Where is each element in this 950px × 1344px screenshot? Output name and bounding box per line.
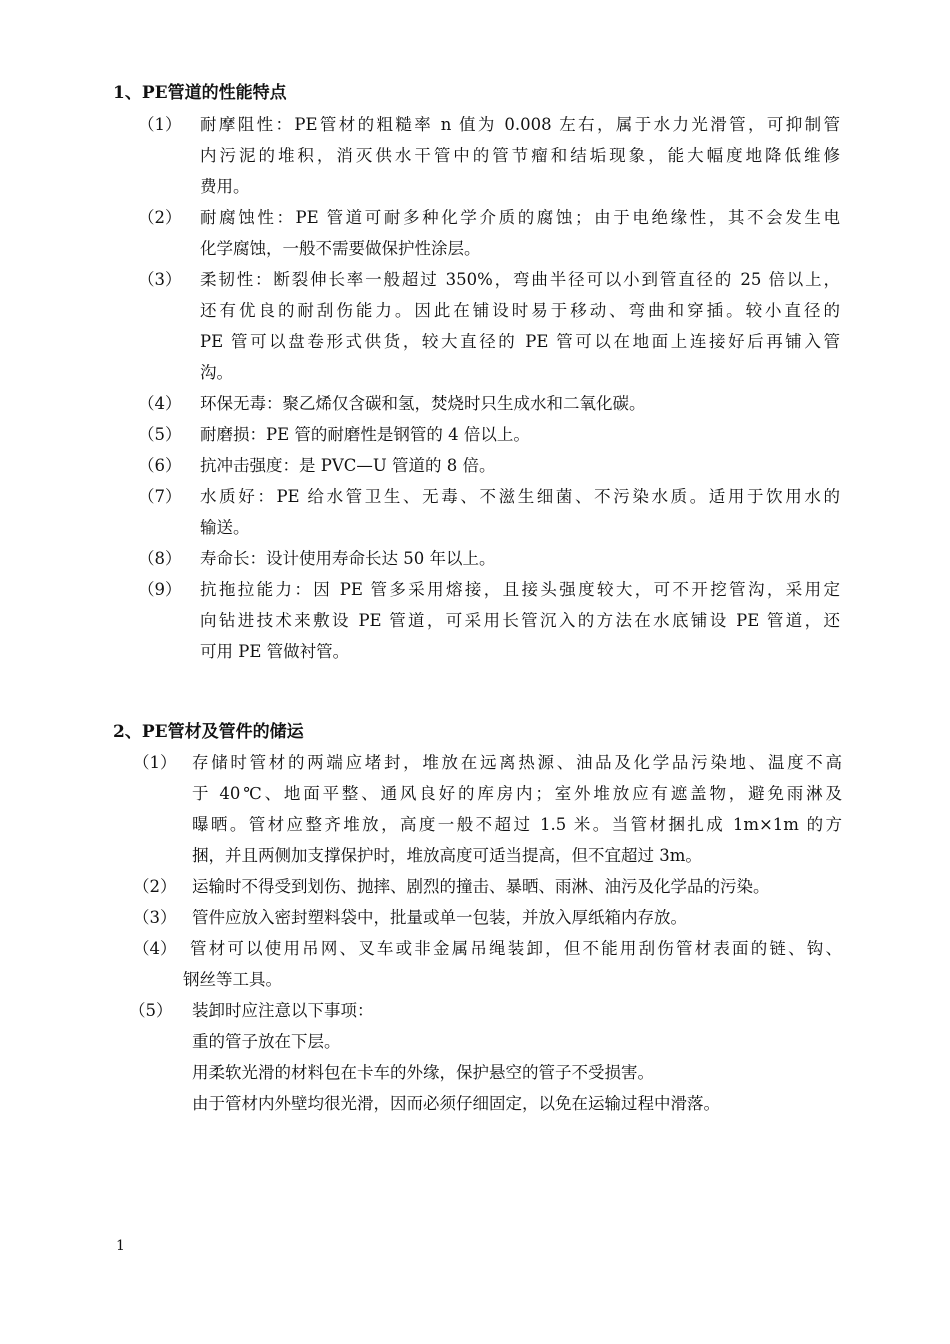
item-number: （8） bbox=[138, 549, 182, 568]
item-line: 内污泥的堆积，消灭供水干管中的管节瘤和结垢现象，能大幅度地降低维修 bbox=[200, 146, 840, 165]
item-number: （4） bbox=[138, 394, 182, 413]
list-item bbox=[133, 902, 842, 933]
list-item bbox=[138, 481, 840, 543]
item-line: 可用 PE 管做衬管。 bbox=[200, 642, 350, 661]
item-line: 化学腐蚀，一般不需要做保护性涂层。 bbox=[200, 239, 481, 258]
item-number: （5） bbox=[138, 425, 182, 444]
list-item bbox=[138, 388, 840, 419]
page-number: 1 bbox=[116, 1238, 125, 1254]
section-1-heading: 1、PE管道的性能特点 bbox=[113, 83, 287, 103]
list-item bbox=[133, 871, 842, 902]
list-item bbox=[138, 574, 840, 667]
list-item bbox=[133, 747, 842, 871]
item-line: 装卸时应注意以下事项： bbox=[192, 1001, 374, 1020]
item-number: （5） bbox=[129, 1001, 173, 1020]
list-item bbox=[138, 264, 840, 388]
item-line: 费用。 bbox=[200, 177, 250, 196]
item-line: 于 40℃、地面平整、通风良好的库房内；室外堆放应有遮盖物，避免雨淋及 bbox=[192, 784, 842, 803]
note-line: 由于管材内外壁均很光滑，因而必须仔细固定，以免在运输过程中滑落。 bbox=[192, 1094, 720, 1113]
item-number: （1） bbox=[138, 115, 182, 134]
item-number: （4） bbox=[133, 939, 177, 958]
item-line: 管件应放入密封塑料袋中，批量或单一包装，并放入厚纸箱内存放。 bbox=[192, 908, 687, 927]
list-item bbox=[138, 450, 840, 481]
section-2-heading: 2、PE管材及管件的储运 bbox=[113, 722, 304, 742]
list-item bbox=[138, 202, 840, 264]
item-line: 耐磨损：PE 管的耐磨性是钢管的 4 倍以上。 bbox=[200, 425, 530, 444]
item-line: 捆，并且两侧加支撑保护时，堆放高度可适当提高，但不宜超过 3m。 bbox=[192, 846, 702, 865]
item-line: 管材可以使用吊网、叉车或非金属吊绳装卸，但不能用刮伤管材表面的链、钩、 bbox=[190, 939, 842, 958]
item-number: （7） bbox=[138, 487, 182, 506]
item-line: 存储时管材的两端应堵封，堆放在远离热源、油品及化学品污染地、温度不高 bbox=[192, 753, 842, 772]
item-number: （9） bbox=[138, 580, 182, 599]
item-number: （2） bbox=[138, 208, 182, 227]
list-item bbox=[138, 543, 840, 574]
item-line: 钢丝等工具。 bbox=[183, 970, 282, 989]
item-line: 柔韧性：断裂伸长率一般超过 350%，弯曲半径可以小到管直径的 25 倍以上， bbox=[200, 270, 840, 289]
item-number: （3） bbox=[133, 908, 177, 927]
item-line: 耐腐蚀性：PE 管道可耐多种化学介质的腐蚀；由于电绝缘性，其不会发生电 bbox=[200, 208, 840, 227]
item-line: 寿命长：设计使用寿命长达 50 年以上。 bbox=[200, 549, 496, 568]
list-item bbox=[133, 933, 842, 995]
item-line: 还有优良的耐刮伤能力。因此在铺设时易于移动、弯曲和穿插。较小直径的 bbox=[200, 301, 840, 320]
item-line: PE 管可以盘卷形式供货，较大直径的 PE 管可以在地面上连接好后再铺入管 bbox=[200, 332, 840, 351]
item-line: 曝晒。管材应整齐堆放，高度一般不超过 1.5 米。当管材捆扎成 1m×1m 的方 bbox=[192, 815, 842, 834]
item-number: （2） bbox=[133, 877, 177, 896]
item-line: 输送。 bbox=[200, 518, 250, 537]
item-line: 水质好：PE 给水管卫生、无毒、不滋生细菌、不污染水质。适用于饮用水的 bbox=[200, 487, 840, 506]
list-item bbox=[138, 109, 840, 202]
note-line: 用柔软光滑的材料包在卡车的外缘，保护悬空的管子不受损害。 bbox=[192, 1063, 654, 1082]
list-item bbox=[138, 419, 840, 450]
item-line: 抗冲击强度：是 PVC—U 管道的 8 倍。 bbox=[200, 456, 496, 475]
item-line: 环保无毒：聚乙烯仅含碳和氢，焚烧时只生成水和二氧化碳。 bbox=[200, 394, 646, 413]
item-line: 抗拖拉能力：因 PE 管多采用熔接，且接头强度较大，可不开挖管沟，采用定 bbox=[200, 580, 840, 599]
item-number: （1） bbox=[133, 753, 177, 772]
item-line: 耐摩阻性：PE管材的粗糙率 n 值为 0.008 左右，属于水力光滑管，可抑制管 bbox=[200, 115, 840, 134]
list-item bbox=[129, 995, 842, 1026]
item-number: （6） bbox=[138, 456, 182, 475]
item-line: 向钻进技术来敷设 PE 管道，可采用长管沉入的方法在水底铺设 PE 管道，还 bbox=[200, 611, 840, 630]
note-line: 重的管子放在下层。 bbox=[192, 1032, 341, 1051]
item-line: 运输时不得受到划伤、抛摔、剧烈的撞击、暴晒、雨淋、油污及化学品的污染。 bbox=[192, 877, 770, 896]
item-number: （3） bbox=[138, 270, 182, 289]
item-line: 沟。 bbox=[200, 363, 233, 382]
